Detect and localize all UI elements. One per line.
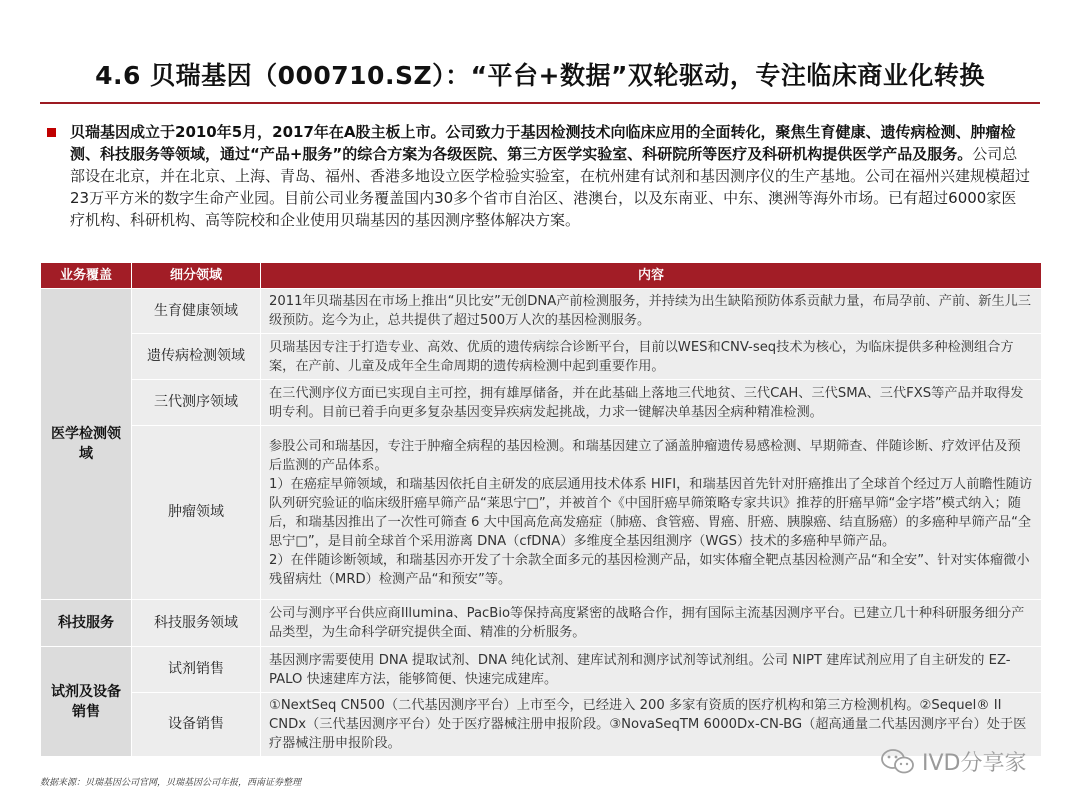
content-text: 公司与测序平台供应商Illumina、PacBio等保持高度紧密的战略合作，拥有国际主流基因测序平台。已建立几十种科研服务细分产品类型，为生命科学研究提供全面、精准的分析服务。 (269, 606, 1025, 640)
content-text: 2）在伴随诊断领域，和瑞基因亦开发了十余款全面多元的基因检测产品，如实体瘤全靶点基因检测产品“和全安”、针对实体瘤微小残留病灶（MRD）检测产品“和预安”等。 (269, 552, 1030, 587)
content-text: 1）在癌症早筛领域，和瑞基因依托自主研发的底层通用技术体系 HIFI，和瑞基因首先针对肝癌推出了全球首个经过万人前瞻性随访队列研究验证的临床级肝癌早筛产品“莱思宁□”，并被首个《中国肝癌早筛策略专家共识》推荐的肝癌早筛“金字塔”模式纳入；随后，和瑞基因推出了一次性可筛查 6 大中国高危高发癌症（肺癌、食管癌、胃癌、肝癌、胰腺癌、结直肠癌）的多癌种早筛产品“全思宁□”，是目前全球首个采用游离 DNA（cfDNA）多维度全基因组测序（WGS）技术的多癌种早筛产品。 (269, 476, 1033, 549)
intro-body: 公司总部设在北京，并在北京、上海、青岛、福州、香港多地设立医学检验实验室，在杭州建有试剂和基因测序仪的生产基地。公司在福州兴建规模超过23万平方米的数字生命产业园。目前公司业务覆盖国内30多个省市自治区、港澳台，以及东南亚、中东、澳洲等海外市场。已有超过6000家医疗机构、科研机构、高等院校和企业使用贝瑞基因的基因测序整体解决方案。 (70, 145, 1031, 229)
segment-cell: 科技服务领域 (132, 600, 261, 647)
content-cell (261, 289, 1042, 334)
segment-cell: 肿瘤领域 (132, 426, 261, 600)
content-cell (261, 334, 1042, 380)
watermark-text: IVD分享家 (922, 751, 1027, 776)
category-sales: 试剂及设备销售 (41, 647, 132, 757)
segment-cell: 试剂销售 (132, 647, 261, 693)
table-row (41, 334, 1042, 380)
page-title: 4.6 贝瑞基因（000710.SZ）：“平台+数据”双轮驱动，专注临床商业化转换 (95, 61, 985, 90)
content-cell (261, 647, 1042, 693)
content-cell (261, 380, 1042, 426)
table-row (41, 289, 1042, 334)
segment-cell: 三代测序领域 (132, 380, 261, 426)
bullet-icon (47, 128, 56, 137)
content-text: 2011年贝瑞基因在市场上推出“贝比安”无创DNA产前检测服务，并持续为出生缺陷预防体系贡献力量，布局孕前、产前、新生儿三级预防。迄今为止，总共提供了超过500万人次的基因检测服务。 (269, 294, 1032, 328)
segment-cell: 遗传病检测领域 (132, 334, 261, 380)
content-text: 贝瑞基因专注于打造专业、高效、优质的遗传病综合诊断平台，目前以WES和CNV-seq技术为核心，为临床提供多种检测组合方案，在产前、儿童及成年全生命周期的遗传病检测中起到重要作用。 (269, 339, 1014, 374)
table-row (41, 647, 1042, 693)
intro-lead: 贝瑞基因成立于2010年5月，2017年在A股主板上市。公司致力于基因检测技术向临床应用的全面转化，聚焦生育健康、遗传病检测、肿瘤检测、科技服务等领域，通过“产品+服务”的综合方案为各级医院、第三方医学实验室、科研院所等医疗及科研机构提供医学产品及服务。 (70, 123, 1016, 163)
category-tech: 科技服务 (41, 600, 132, 647)
segment-cell: 设备销售 (132, 693, 261, 757)
header-business: 业务覆盖 (41, 263, 132, 289)
content-cell (261, 600, 1042, 647)
category-medical: 医学检测领域 (41, 289, 132, 600)
title-divider (40, 102, 1040, 104)
segment-cell: 生育健康领域 (132, 289, 261, 334)
watermark (880, 746, 1026, 777)
wechat-icon (880, 748, 916, 776)
content-text: 在三代测序仪方面已实现自主可控，拥有雄厚储备，并在此基础上落地三代地贫、三代CAH、三代SMA、三代FXS等产品并取得发明专利。目前已着手向更多复杂基因变异疾病发起挑战，力求一键解决单基因全病种精准检测。 (269, 385, 1024, 420)
business-table (40, 262, 1042, 757)
table-row (41, 380, 1042, 426)
content-text: 参股公司和瑞基因，专注于肿瘤全病程的基因检测。和瑞基因建立了涵盖肿瘤遗传易感检测、早期筛查、伴随诊断、疗效评估及预后监测的产品体系。 (269, 438, 1021, 473)
table-row (41, 600, 1042, 647)
content-text: ①NextSeq CN500（二代基因测序平台）上市至今，已经进入 200 多家有资质的医疗机构和第三方检测机构。②Sequel® II CNDx（三代基因测序平台）处于医疗器械注册申报阶段。③NovaSeqTM 6000Dx-CN-BG（超高通量二代基因测序平台）处于医疗器械注册申报阶段。 (269, 698, 1027, 751)
table-header-row (41, 263, 1042, 289)
content-cell (261, 426, 1042, 600)
source-footnote: 数据来源：贝瑞基因公司官网，贝瑞基因公司年报，西南证券整理 (40, 778, 302, 788)
header-content: 内容 (261, 263, 1042, 289)
content-text: 基因测序需要使用 DNA 提取试剂、DNA 纯化试剂、建库试剂和测序试剂等试剂组。公司 NIPT 建库试剂应用了自主研发的 EZ-PALO 快速建库方法，能够简便、快速完成建库。 (269, 652, 1011, 687)
table-row (41, 426, 1042, 600)
intro-paragraph (70, 121, 1030, 231)
header-segment: 细分领域 (132, 263, 261, 289)
